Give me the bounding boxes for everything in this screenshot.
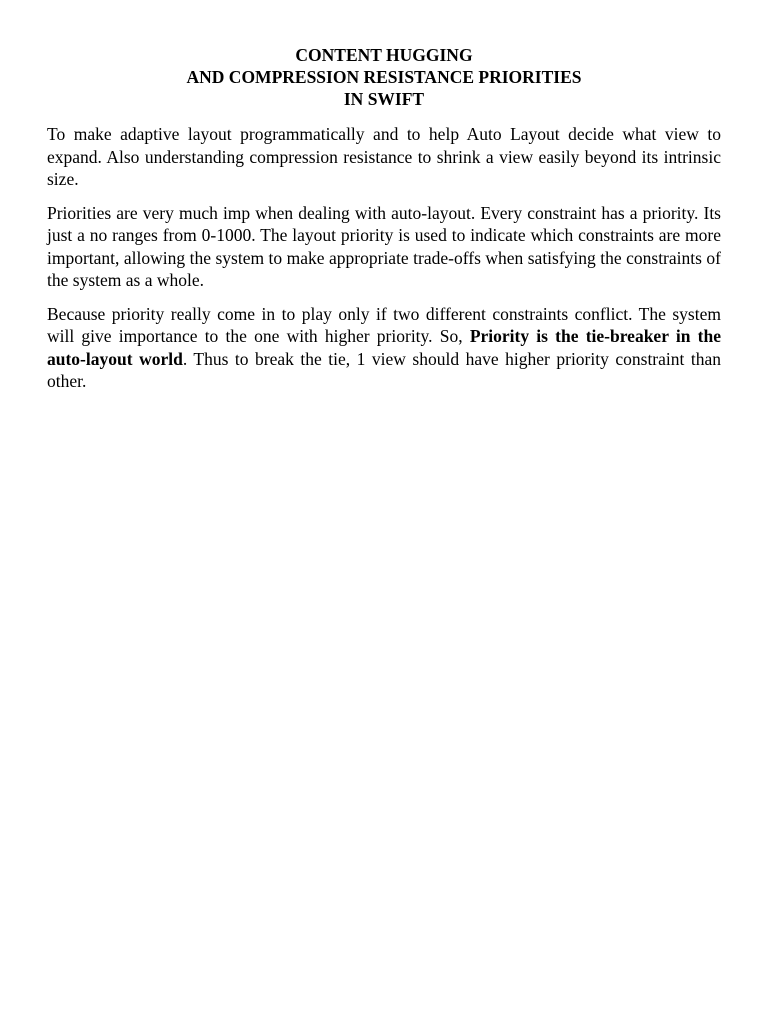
paragraph-priorities: Priorities are very much imp when dealing with auto-layout. Every constraint has a priority. Its just a no ranges from 0-1000. The layout priority is used to indicate which constraints are more important, allowing the system to make appropriate trade-offs when satisfying the constraints of the system as a whole. <box>47 202 721 290</box>
document-page <box>47 44 721 393</box>
title-line-3: IN SWIFT <box>343 89 425 109</box>
title-line-2: AND COMPRESSION RESISTANCE PRIORITIES <box>186 67 582 87</box>
paragraph-tie-breaker-text-start: Because priority really come in to play only if two different constraints conflict. The system will give importance to the one with higher priority. So, <box>47 303 721 346</box>
paragraph-tie-breaker-text-end: . Thus to break the tie, 1 view should have higher priority constraint than other. <box>47 348 722 391</box>
title-line-1: CONTENT HUGGING <box>295 45 473 65</box>
paragraph-tie-breaker-emphasis: Priority is the tie-breaker in the auto-layout world <box>47 326 721 369</box>
document-title <box>47 44 721 110</box>
paragraph-tie-breaker <box>47 303 721 393</box>
paragraph-intro: To make adaptive layout programmatically and to help Auto Layout decide what view to expand. Also understanding compression resistance to shrink a view easily beyond its intrinsic size. <box>47 124 721 189</box>
